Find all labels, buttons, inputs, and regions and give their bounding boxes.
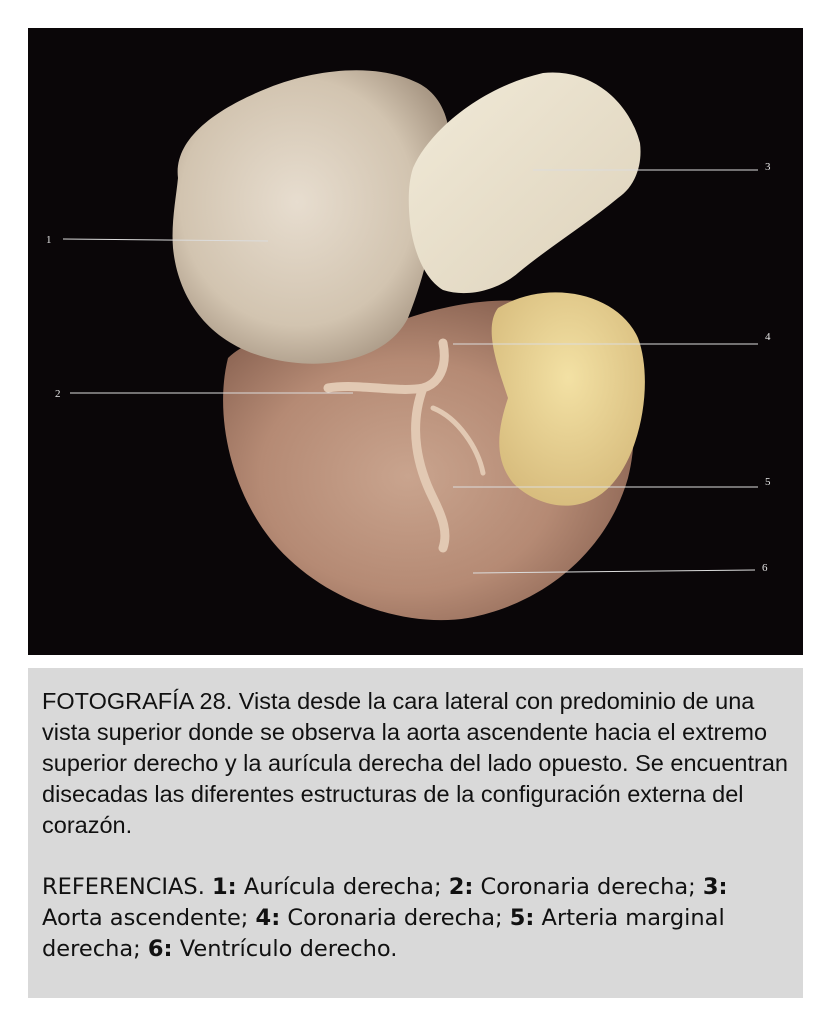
references [42, 872, 789, 965]
label-3: 3 [765, 161, 771, 173]
label-2: 2 [55, 388, 61, 400]
ref-6-text: Ventrículo derecho. [179, 936, 398, 962]
ref-1-text: Aurícula derecha; [243, 874, 442, 900]
ref-6-num: 6: [147, 936, 173, 962]
caption-box [28, 668, 803, 998]
ref-5-num: 5: [509, 905, 535, 931]
ref-2-text: Coronaria derecha; [480, 874, 696, 900]
heart-illustration [28, 28, 803, 655]
aorta-shape [409, 72, 641, 293]
label-5: 5 [765, 476, 771, 488]
caption-text: FOTOGRAFÍA 28. Vista desde la cara lateral con predominio de una vista superior donde se observa la aorta ascendente hacia el extremo superior derecho y la aurícula derecha del lado opuesto. Se encuentran disecadas las diferentes estructuras de la configuración externa del corazón. [42, 688, 788, 838]
references-prefix: REFERENCIAS. [42, 874, 205, 900]
ref-4-num: 4: [255, 905, 281, 931]
ref-3-num: 3: [702, 874, 728, 900]
ref-5-text: Arteria marginal derecha; [42, 905, 725, 962]
ref-4-text: Coronaria derecha; [287, 905, 503, 931]
anatomy-photo [28, 28, 803, 655]
label-1: 1 [46, 234, 52, 246]
ref-2-num: 2: [448, 874, 474, 900]
ref-3-text: Aorta ascendente; [42, 905, 249, 931]
ref-1-num: 1: [212, 874, 237, 900]
label-4: 4 [765, 331, 771, 343]
label-6: 6 [762, 562, 768, 574]
